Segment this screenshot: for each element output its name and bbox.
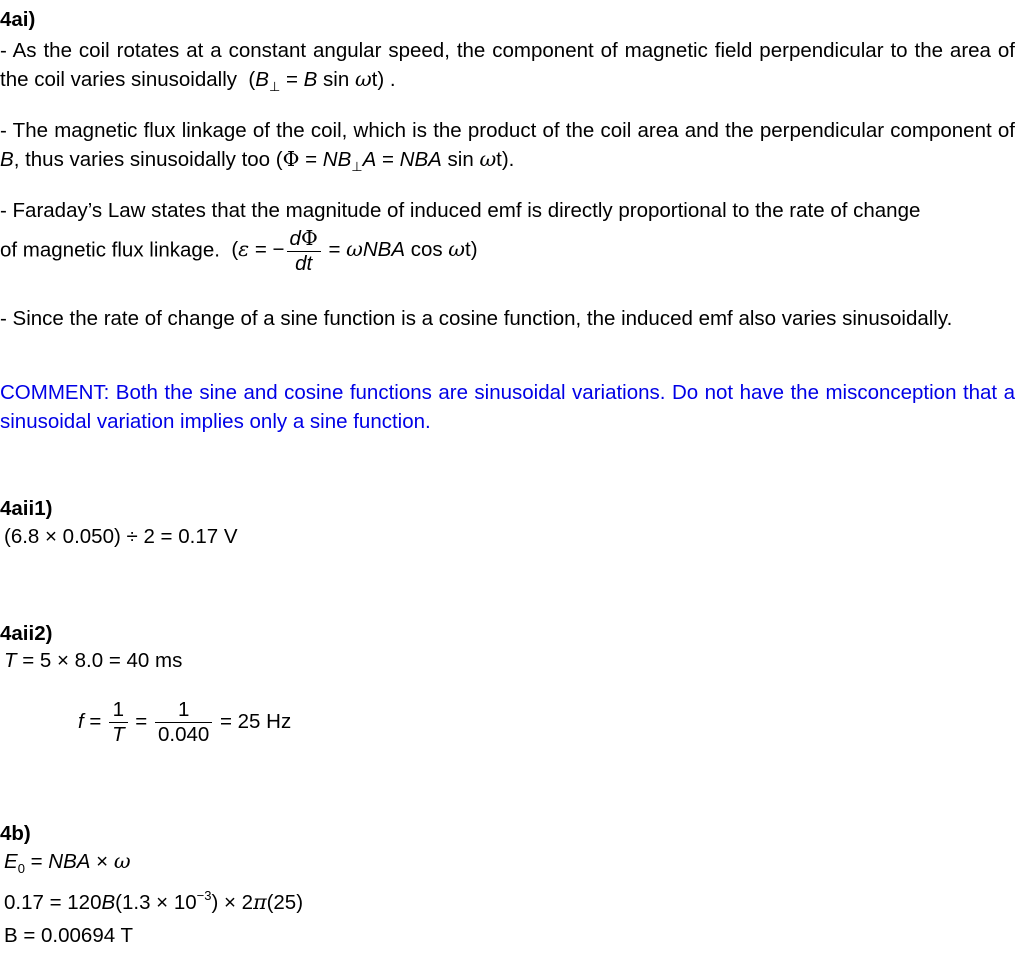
heading-4ai: 4ai) [0,8,36,31]
fraction-dphi-dt: $\frac{d\Phi}{dt}$ [287,226,321,276]
equation-b-perp: ($B_\perp = B$ sin ωt) . [242,67,396,94]
paragraph-4ai-2-text-before: - The magnetic flux linkage of the coil, which is the product of the coil area and the perpendicular component of [0,119,1015,142]
equation-period: T = 5 × 8.0 = 40 ms [4,649,183,672]
paragraph-4ai-2-text-after: , thus varies sinusoidally too [13,148,271,171]
heading-4aii1: 4aii1) [0,497,53,520]
paragraph-4ai-3-line1: - Faraday’s Law states that the magnitude of induced emf is directly proportional to the rate of change [0,199,921,222]
paragraph-4ai-1 [0,36,1015,101]
paragraph-4ai-3-text2: of magnetic flux linkage. [0,238,220,262]
comment-paragraph: COMMENT: Both the sine and cosine functions are sinusoidal variations. Do not have the misconception that a sinusoidal variation implies only a sine function. [0,381,1015,433]
equation-faraday: (ε = − $\frac{d\Phi}{dt}$ = ωNBA cos ωt) [225,226,478,275]
heading-4aii2: 4aii2) [0,622,53,645]
equation-substitution: $0.17 = 120B(1.3 \times 10^{-3}) \times 2\pi(25)$ [4,888,304,914]
fraction-one-over-t: $\frac{1}{T}$ [109,698,128,747]
fraction-one-over-0040: $\frac{1}{0.040}$ [155,698,212,747]
paragraph-4ai-2-var-b: B [0,148,14,171]
equation-flux-linkage: ($\Phi = NB_\perp A$ = NBA sin ωt). [275,147,515,174]
equation-peak-voltage: (6.8 × 0.050) ÷ 2 = 0.17 V [4,525,238,548]
paragraph-4ai-2 [0,116,1015,181]
equation-e0: $E_0$ = NBA × ω [4,849,131,876]
heading-4b: 4b) [0,822,31,845]
paragraph-4ai-1-text: - As the coil rotates at a constant angular speed, the component of magnetic field perpendicular to the area of the coil varies sinusoidally [0,39,1015,91]
equation-frequency: f = $\frac{1}{T}$ = $\frac{1}{0.040}$ = 25 Hz [78,698,292,746]
paragraph-4ai-4: - Since the rate of change of a sine function is a cosine function, the induced emf also varies sinusoidally. [0,307,953,330]
equation-b-result: B = 0.00694 T [4,924,133,947]
paragraph-4ai-3-line2 [0,226,1015,276]
